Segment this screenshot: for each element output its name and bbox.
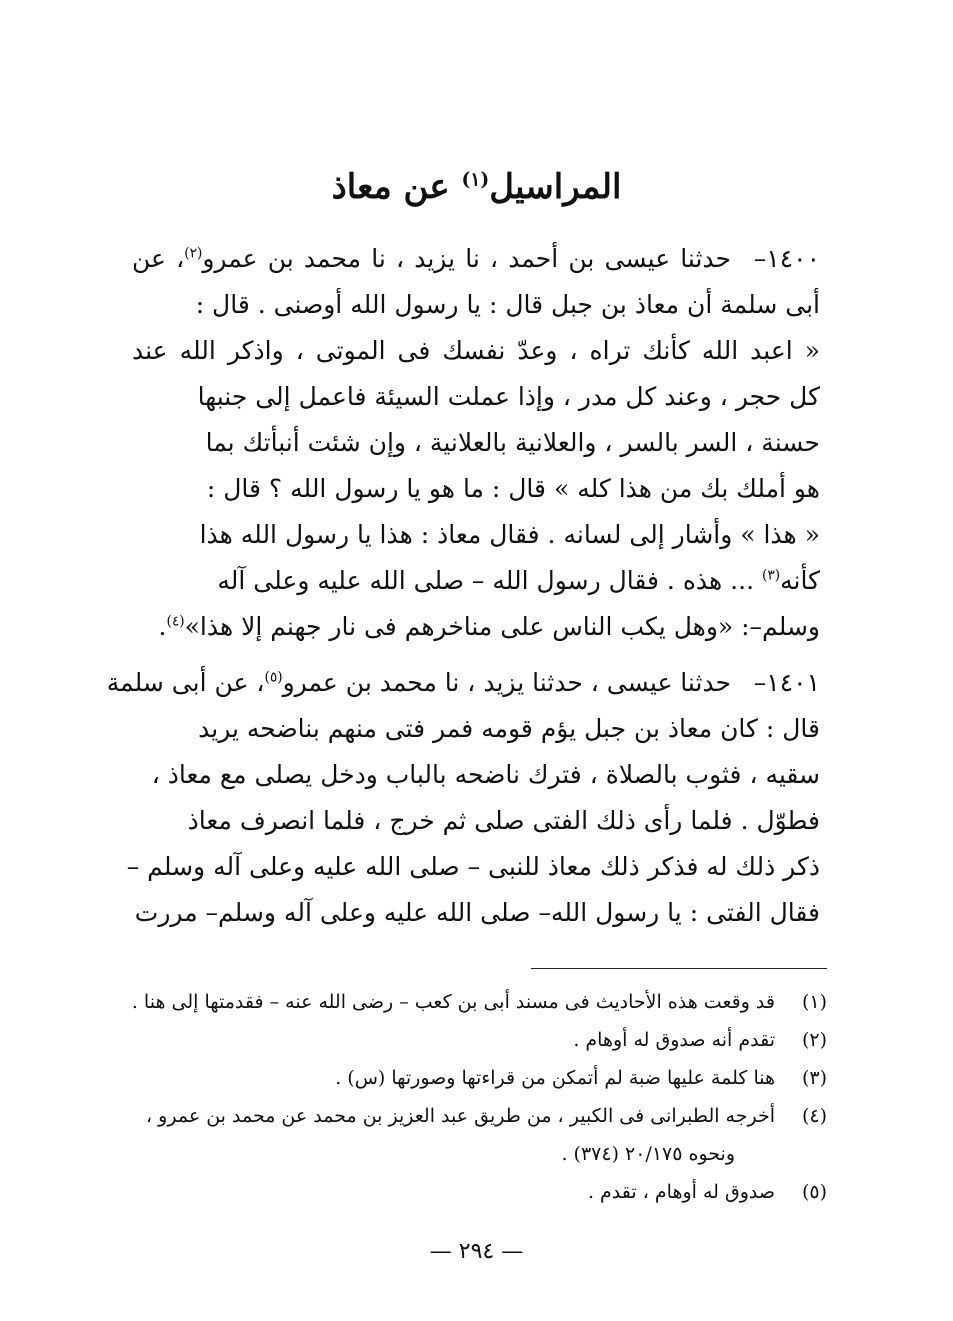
footnote-text: هنا كلمة عليها ضبة لم أتمكن من قراءتها وصورتها (س) . bbox=[335, 1067, 775, 1089]
entry-line: حدثنا عيسى بن أحمد ، نا يزيد ، نا محمد بن عمرو$^{(٢)}$، عن bbox=[132, 244, 731, 273]
entry-line: حسنة ، السر بالسر ، والعلانية بالعلانية ، وإن شئت أنبأتك بما bbox=[205, 428, 820, 457]
footnote-number: (٥) bbox=[801, 1181, 827, 1203]
footnote-marker: (٣) bbox=[761, 567, 781, 584]
entry-line: حدثنا عيسى ، حدثنا يزيد ، نا محمد بن عمرو$^{(٥)}$، عن أبى سلمة bbox=[106, 668, 731, 697]
entry-line: فقال الفتى : يا رسول الله– صلى الله عليه وعلى آله وسلم– مررت bbox=[134, 898, 820, 927]
footnote-number: (٢) bbox=[801, 1029, 827, 1051]
footnote-item bbox=[0, 1061, 953, 1095]
footnote-separator bbox=[531, 968, 827, 969]
footnote-marker: (٥) bbox=[264, 669, 283, 686]
entry-line: فطوّل . فلما رأى ذلك الفتى صلى ثم خرج ، فلما انصرف معاذ bbox=[187, 806, 820, 835]
entry-line: أبى سلمة أن معاذ بن جبل قال : يا رسول الله أوصنى . قال : bbox=[195, 290, 820, 319]
footnote-marker: (٤) bbox=[166, 613, 185, 630]
title-rest: عن معاذ bbox=[331, 167, 450, 207]
entry-line: قال : كان معاذ بن جبل يؤم قومه فمر فتى منهم بناضحه يريد bbox=[198, 714, 820, 743]
footnote-marker: (٢) bbox=[184, 245, 203, 262]
title-text: المراسيل bbox=[489, 167, 622, 207]
entry-line: هو أملك بك من هذا كله » قال : ما هو يا رسول الله ؟ قال : bbox=[206, 474, 820, 503]
page-number: — ٢٩٤ — bbox=[429, 1239, 524, 1264]
footnote-text: تقدم أنه صدوق له أوهام . bbox=[573, 1029, 775, 1051]
footnote-text: ونحوه ٢٠/١٧٥ (٣٧٤) . bbox=[561, 1143, 735, 1165]
entry-line: وسلم–: «وهل يكب الناس على مناخرهم فى نار جهنم إلا هذا»$^{(٤)}$. bbox=[158, 612, 820, 641]
page-title bbox=[0, 162, 953, 212]
footnote-item bbox=[0, 985, 953, 1019]
entry-line: سقيه ، فثوب بالصلاة ، فترك ناضحه بالباب ودخل يصلى مع معاذ ، bbox=[151, 760, 820, 789]
footnote-text: قد وقعت هذه الأحاديث فى مسند أبى بن كعب – رضى الله عنه – فقدمتها إلى هنا . bbox=[131, 991, 775, 1013]
footnote-item bbox=[0, 1099, 953, 1133]
entry-line: كأنه$^{(٣)}$ ... هذه . فقال رسول الله – صلى الله عليه وعلى آله bbox=[217, 566, 820, 595]
entry-line: ذكر ذلك له فذكر ذلك معاذ للنبى – صلى الله عليه وعلى آله وسلم – bbox=[126, 852, 820, 881]
footnote-item bbox=[0, 1137, 953, 1171]
footnote-text: أخرجه الطبرانى فى الكبير ، من طريق عبد العزيز بن محمد عن محمد بن عمرو ، bbox=[146, 1105, 775, 1127]
entry-line: « هذا » وأشار إلى لسانه . فقال معاذ : هذا يا رسول الله هذا bbox=[199, 520, 820, 549]
title-footnote-marker: (١) bbox=[461, 168, 490, 191]
footnote-number: (٣) bbox=[801, 1067, 827, 1089]
entry-line: كل حجر ، وعند كل مدر ، وإذا عملت السيئة فاعمل إلى جنبها bbox=[197, 382, 820, 411]
entry-number: ١٤٠١– bbox=[753, 668, 820, 697]
footnote-item bbox=[0, 1023, 953, 1057]
footnote-text: صدوق له أوهام ، تقدم . bbox=[587, 1181, 775, 1203]
entry-line: « اعبد الله كأنك تراه ، وعدّ نفسك فى الموتى ، واذكر الله عند bbox=[132, 336, 820, 365]
footnote-item bbox=[0, 1175, 953, 1209]
footnote-number: (١) bbox=[801, 991, 827, 1013]
entry-number: ١٤٠٠– bbox=[753, 244, 820, 273]
footnote-number: (٤) bbox=[801, 1105, 827, 1127]
